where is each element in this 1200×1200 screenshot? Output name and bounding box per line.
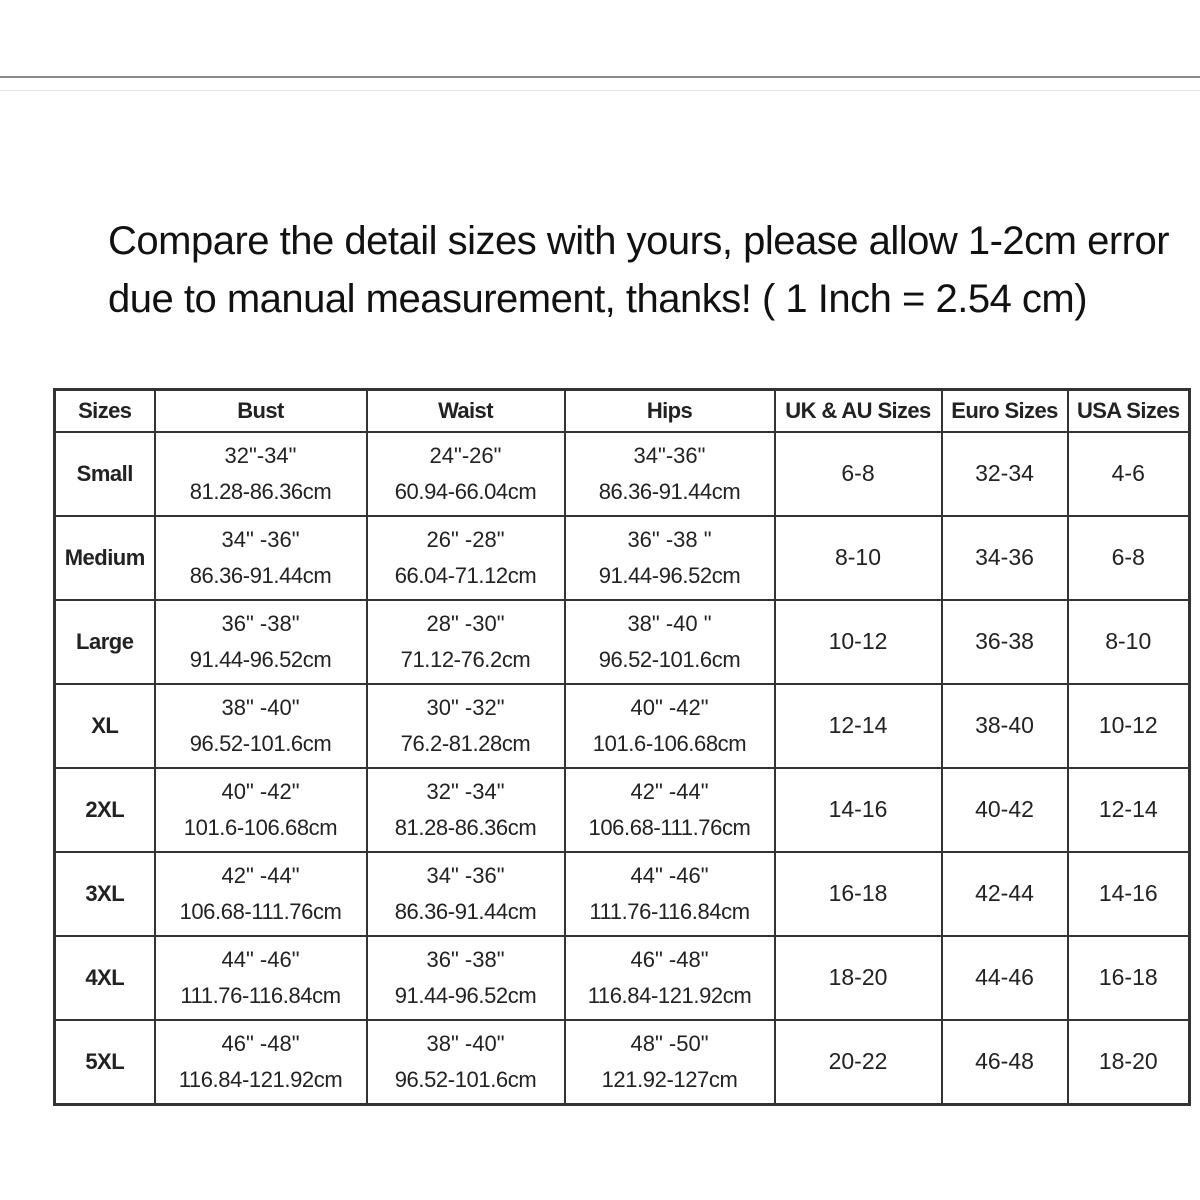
table-row — [55, 1020, 1190, 1105]
bust-centimeters: 81.28-86.36cm — [189, 478, 332, 504]
waist-inches: 26" -28" — [426, 526, 505, 552]
hips-inches: 34"-36" — [633, 442, 706, 468]
uk-au-size-cell: 18-20 — [775, 936, 942, 1020]
uk-au-size-cell: 8-10 — [775, 516, 942, 600]
waist-inches: 38" -40" — [426, 1030, 505, 1056]
waist-inches: 32" -34" — [426, 778, 505, 804]
hips-cell — [565, 684, 775, 768]
waist-cell — [367, 432, 565, 516]
hips-inches: 48" -50" — [630, 1030, 709, 1056]
bust-cell — [155, 852, 367, 936]
bust-cell — [155, 684, 367, 768]
bust-centimeters: 111.76-116.84cm — [180, 982, 341, 1008]
usa-size-cell: 18-20 — [1068, 1020, 1190, 1105]
size-label-cell: Large — [55, 600, 155, 684]
usa-size-cell: 6-8 — [1068, 516, 1190, 600]
heading-line-1: Compare the detail sizes with yours, please allow 1-2cm error — [108, 219, 1170, 263]
bust-inches: 36" -38" — [221, 610, 300, 636]
table-row — [55, 768, 1190, 852]
header-waist: Waist — [367, 390, 565, 433]
euro-size-cell: 38-40 — [942, 684, 1068, 768]
bust-inches: 44" -46" — [221, 946, 300, 972]
table-header-row — [55, 390, 1190, 433]
header-uk-au-sizes: UK & AU Sizes — [775, 390, 942, 433]
waist-cell — [367, 516, 565, 600]
euro-size-cell: 32-34 — [942, 432, 1068, 516]
size-label-cell: XL — [55, 684, 155, 768]
hips-cell — [565, 852, 775, 936]
hips-centimeters: 91.44-96.52cm — [598, 562, 741, 588]
bust-cell — [155, 768, 367, 852]
waist-inches: 34" -36" — [426, 862, 505, 888]
uk-au-size-cell: 10-12 — [775, 600, 942, 684]
bust-centimeters: 116.84-121.92cm — [178, 1066, 343, 1092]
waist-centimeters: 71.12-76.2cm — [400, 646, 531, 672]
waist-inches: 24"-26" — [429, 442, 502, 468]
waist-centimeters: 66.04-71.12cm — [394, 562, 537, 588]
hips-cell — [565, 600, 775, 684]
hips-inches: 44" -46" — [630, 862, 709, 888]
waist-centimeters: 81.28-86.36cm — [394, 814, 537, 840]
header-euro-sizes: Euro Sizes — [942, 390, 1068, 433]
bust-centimeters: 86.36-91.44cm — [189, 562, 332, 588]
waist-cell — [367, 936, 565, 1020]
header-hips: Hips — [565, 390, 775, 433]
hips-centimeters: 111.76-116.84cm — [589, 898, 750, 924]
header-sizes: Sizes — [55, 390, 155, 433]
hips-cell — [565, 768, 775, 852]
header-bust: Bust — [155, 390, 367, 433]
waist-cell — [367, 852, 565, 936]
hips-centimeters: 116.84-121.92cm — [587, 982, 752, 1008]
table-row — [55, 684, 1190, 768]
usa-size-cell: 12-14 — [1068, 768, 1190, 852]
hips-cell — [565, 432, 775, 516]
hips-centimeters: 121.92-127cm — [601, 1066, 738, 1092]
euro-size-cell: 34-36 — [942, 516, 1068, 600]
bust-centimeters: 96.52-101.6cm — [189, 730, 332, 756]
waist-centimeters: 86.36-91.44cm — [394, 898, 537, 924]
table-row — [55, 516, 1190, 600]
size-label-cell: 5XL — [55, 1020, 155, 1105]
bust-cell — [155, 936, 367, 1020]
hips-centimeters: 96.52-101.6cm — [598, 646, 741, 672]
bust-cell — [155, 516, 367, 600]
table-row — [55, 600, 1190, 684]
uk-au-size-cell: 6-8 — [775, 432, 942, 516]
bust-centimeters: 101.6-106.68cm — [183, 814, 338, 840]
bust-inches: 40" -42" — [221, 778, 300, 804]
waist-inches: 36" -38" — [426, 946, 505, 972]
size-label-cell: 4XL — [55, 936, 155, 1020]
euro-size-cell: 40-42 — [942, 768, 1068, 852]
bust-centimeters: 91.44-96.52cm — [189, 646, 332, 672]
hips-cell — [565, 936, 775, 1020]
size-label-cell: Small — [55, 432, 155, 516]
waist-cell — [367, 684, 565, 768]
size-chart-table — [53, 388, 1191, 1106]
header-usa-sizes: USA Sizes — [1068, 390, 1190, 433]
bust-inches: 32"-34" — [224, 442, 297, 468]
table-row — [55, 432, 1190, 516]
table-row — [55, 852, 1190, 936]
uk-au-size-cell: 12-14 — [775, 684, 942, 768]
euro-size-cell: 46-48 — [942, 1020, 1068, 1105]
hips-centimeters: 86.36-91.44cm — [598, 478, 741, 504]
euro-size-cell: 36-38 — [942, 600, 1068, 684]
size-note-heading — [108, 212, 1168, 328]
bust-inches: 34" -36" — [221, 526, 300, 552]
hips-cell — [565, 516, 775, 600]
bust-centimeters: 106.68-111.76cm — [179, 898, 342, 924]
waist-centimeters: 76.2-81.28cm — [400, 730, 531, 756]
waist-centimeters: 91.44-96.52cm — [394, 982, 537, 1008]
table-row — [55, 936, 1190, 1020]
hips-cell — [565, 1020, 775, 1105]
hips-inches: 38" -40 " — [627, 610, 712, 636]
bust-inches: 42" -44" — [221, 862, 300, 888]
waist-inches: 30" -32" — [426, 694, 505, 720]
hips-inches: 46" -48" — [630, 946, 709, 972]
bust-cell — [155, 432, 367, 516]
bust-cell — [155, 1020, 367, 1105]
bust-cell — [155, 600, 367, 684]
top-divider-faint — [0, 90, 1200, 91]
size-label-cell: 2XL — [55, 768, 155, 852]
hips-inches: 42" -44" — [630, 778, 709, 804]
uk-au-size-cell: 14-16 — [775, 768, 942, 852]
usa-size-cell: 16-18 — [1068, 936, 1190, 1020]
waist-cell — [367, 1020, 565, 1105]
hips-centimeters: 101.6-106.68cm — [592, 730, 747, 756]
hips-inches: 36" -38 " — [627, 526, 712, 552]
waist-centimeters: 96.52-101.6cm — [394, 1066, 537, 1092]
size-label-cell: Medium — [55, 516, 155, 600]
waist-cell — [367, 768, 565, 852]
uk-au-size-cell: 16-18 — [775, 852, 942, 936]
hips-inches: 40" -42" — [630, 694, 709, 720]
usa-size-cell: 10-12 — [1068, 684, 1190, 768]
waist-cell — [367, 600, 565, 684]
euro-size-cell: 42-44 — [942, 852, 1068, 936]
waist-centimeters: 60.94-66.04cm — [394, 478, 537, 504]
waist-inches: 28" -30" — [426, 610, 505, 636]
uk-au-size-cell: 20-22 — [775, 1020, 942, 1105]
top-divider — [0, 76, 1200, 78]
usa-size-cell: 8-10 — [1068, 600, 1190, 684]
euro-size-cell: 44-46 — [942, 936, 1068, 1020]
bust-inches: 38" -40" — [221, 694, 300, 720]
heading-line-2: due to manual measurement, thanks! ( 1 Inch = 2.54 cm) — [108, 277, 1088, 321]
size-label-cell: 3XL — [55, 852, 155, 936]
usa-size-cell: 4-6 — [1068, 432, 1190, 516]
usa-size-cell: 14-16 — [1068, 852, 1190, 936]
bust-inches: 46" -48" — [221, 1030, 300, 1056]
hips-centimeters: 106.68-111.76cm — [588, 814, 751, 840]
